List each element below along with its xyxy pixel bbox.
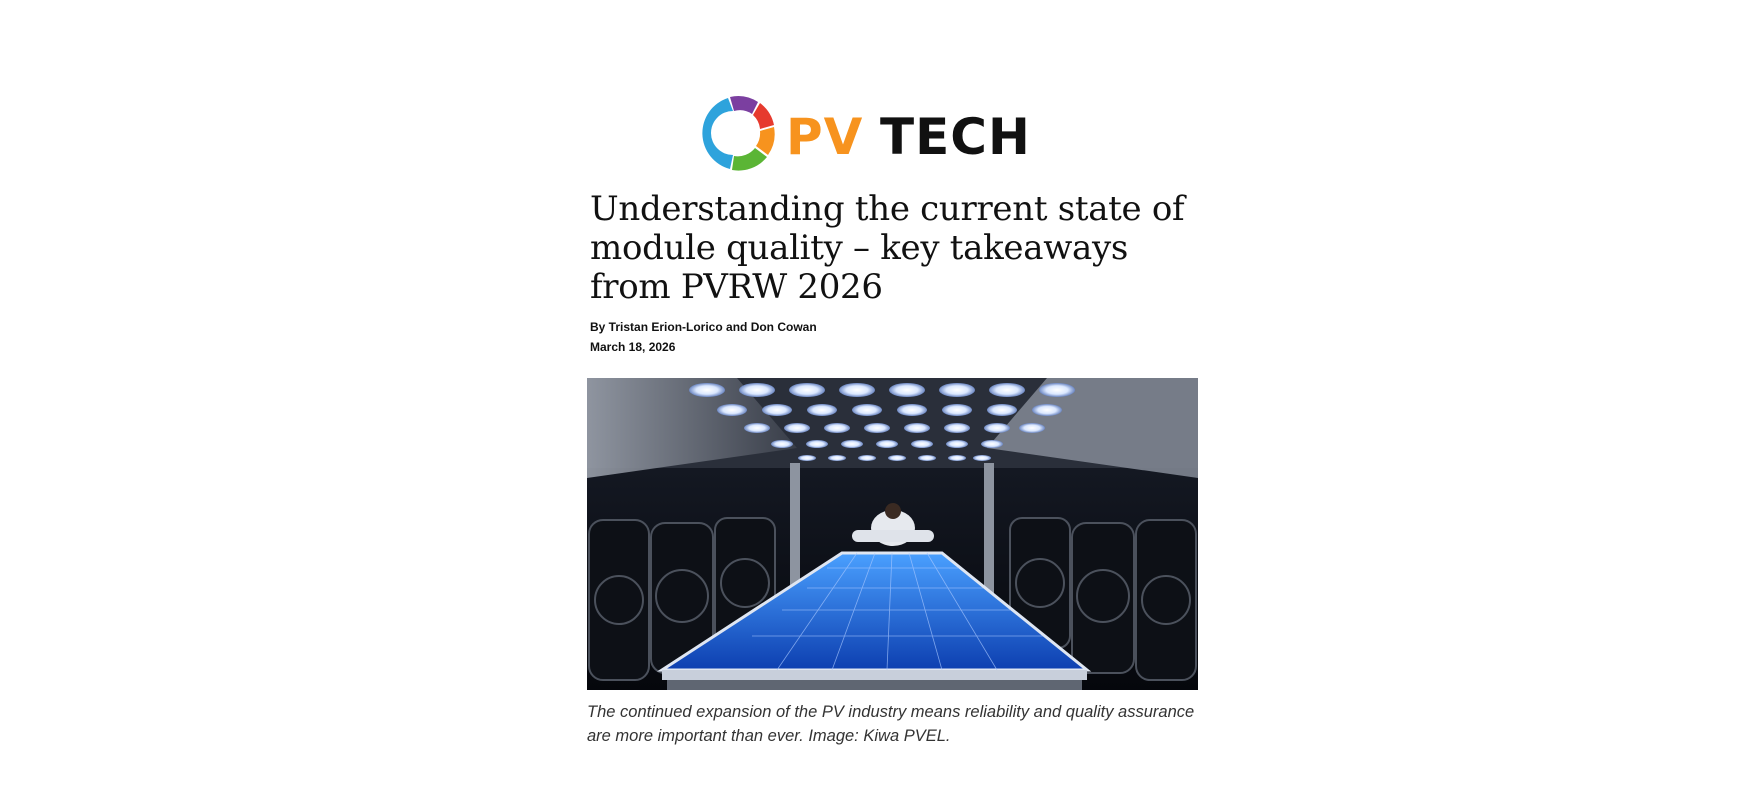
pv-tech-logo[interactable] bbox=[698, 90, 1070, 176]
logo-text-tech: TECH bbox=[880, 108, 1031, 166]
logo-ring-icon bbox=[702, 96, 774, 170]
article-date: March 18, 2026 bbox=[590, 340, 676, 354]
article-header bbox=[590, 190, 1210, 357]
logo-text-pv: PV bbox=[786, 108, 864, 166]
image-caption: The continued expansion of the PV industry means reliability and quality assurance are more important than ever. Image: Kiwa PVEL. bbox=[587, 703, 1195, 745]
article-headline: Understanding the current state of module quality – key takeaways from PVRW 2026 bbox=[590, 189, 1185, 307]
article-hero-image bbox=[587, 378, 1198, 690]
article-byline: By Tristan Erion-Lorico and Don Cowan bbox=[590, 320, 817, 334]
